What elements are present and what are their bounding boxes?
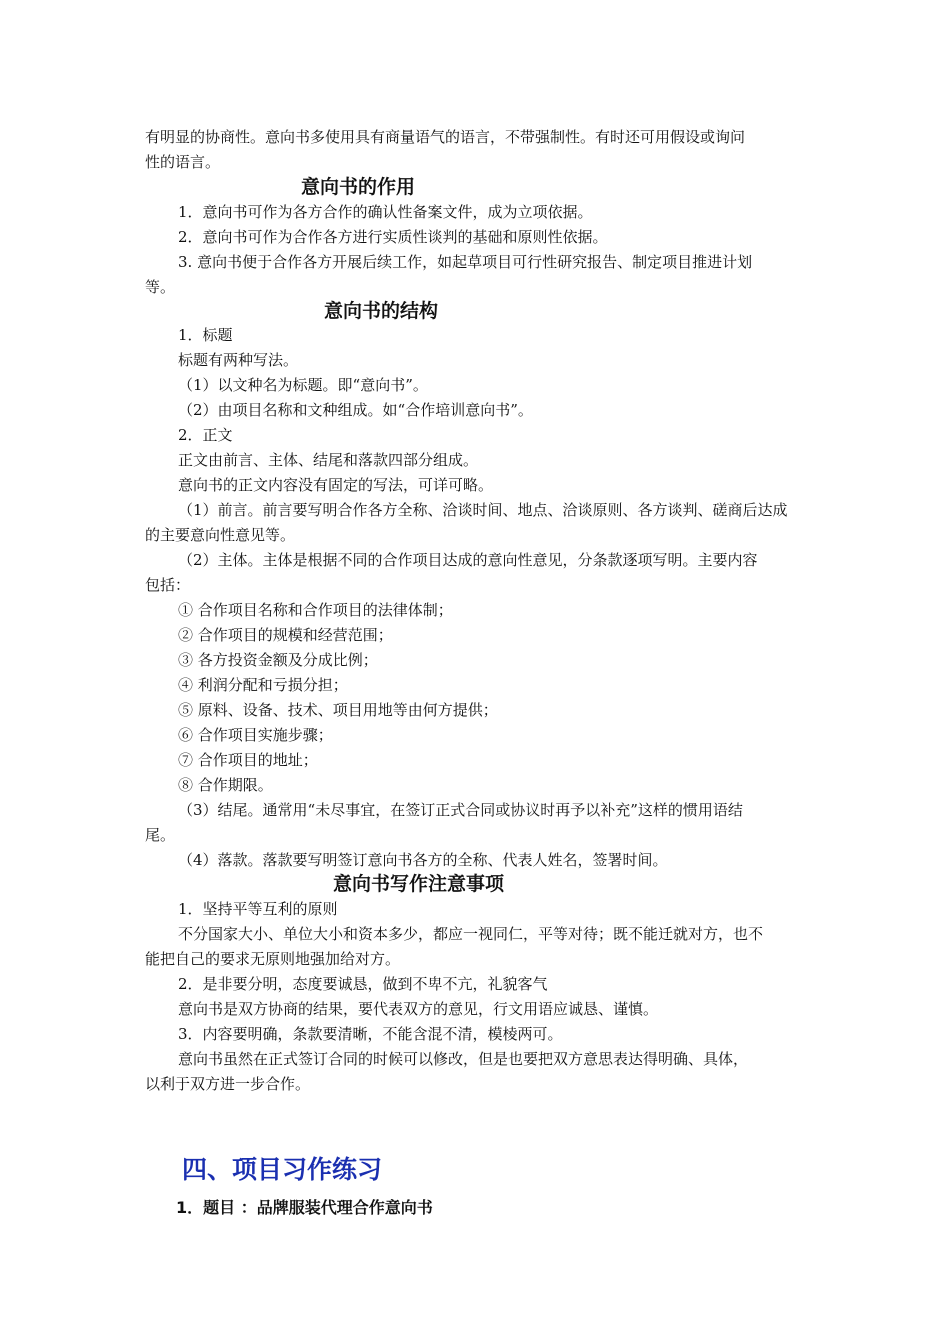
structure-title-opt1: （1）以文种名为标题。即“意向书”。 <box>178 376 428 394</box>
notes-1-a: 不分国家大小、单位大小和资本多少，都应一视同仁，平等对待；既不能迁就对方，也不 <box>178 925 764 943</box>
structure-preface-b: 的主要意向性意见等。 <box>145 526 296 544</box>
structure-ending-b: 尾。 <box>145 826 176 844</box>
structure-title-opt2: （2）由项目名称和文种组成。如“合作培训意向书”。 <box>178 401 533 419</box>
structure-body-desc2: 意向书的正文内容没有固定的写法，可详可略。 <box>178 476 494 494</box>
structure-body-desc1: 正文由前言、主体、结尾和落款四部分组成。 <box>178 451 479 469</box>
notes-3-a: 意向书虽然在正式签订合同的时候可以修改，但是也要把双方意思表达得明确、具体， <box>178 1050 749 1068</box>
function-item-1: 1．意向书可作为各方合作的确认性备案文件，成为立项依据。 <box>178 203 593 221</box>
intro-line-1: 有明显的协商性。意向书多使用具有商量语气的语言，不带强制性。有时还可用假设或询问 <box>145 128 746 146</box>
list-item: ③ 各方投资金额及分成比例； <box>178 651 378 669</box>
list-item: ⑤ 原料、设备、技术、项目用地等由何方提供； <box>178 701 498 719</box>
heading-function: 意向书的作用 <box>301 176 416 198</box>
list-item: ④ 利润分配和亏损分担； <box>178 676 348 694</box>
function-item-3b: 等。 <box>145 278 176 296</box>
structure-ending-a: （3）结尾。通常用“未尽事宜，在签订正式合同或协议时再予以补充”这样的惯用语结 <box>178 801 743 819</box>
notes-2-desc: 意向书是双方协商的结果，要代表双方的意见，行文用语应诚恳、谨慎。 <box>178 1000 659 1018</box>
list-item: ⑧ 合作期限。 <box>178 776 273 794</box>
notes-3-b: 以利于双方进一步合作。 <box>145 1075 311 1093</box>
heading-practice: 四、项目习作练习 <box>182 1155 383 1184</box>
function-item-2: 2．意向书可作为合作各方进行实质性谈判的基础和原则性依据。 <box>178 228 608 246</box>
notes-1-b: 能把自己的要求无原则地强加给对方。 <box>145 950 401 968</box>
heading-notes: 意向书写作注意事项 <box>333 873 505 895</box>
structure-main-b: 包括： <box>145 576 191 594</box>
function-item-3a: 3. 意向书便于合作各方开展后续工作，如起草项目可行性研究报告、制定项目推进计划 <box>178 253 753 271</box>
structure-signature: （4）落款。落款要写明签订意向书各方的全称、代表人姓名，签署时间。 <box>178 851 668 869</box>
structure-title-desc: 标题有两种写法。 <box>178 351 299 369</box>
practice-topic: 1．题目 ：品牌服装代理合作意向书 <box>176 1198 433 1217</box>
heading-structure: 意向书的结构 <box>324 300 439 322</box>
list-item: ⑥ 合作项目实施步骤； <box>178 726 333 744</box>
structure-title-label: 1．标题 <box>178 326 233 344</box>
structure-preface-a: （1）前言。前言要写明合作各方全称、洽谈时间、地点、洽谈原则、各方谈判、磋商后达成 <box>178 501 788 519</box>
notes-1-label: 1．坚持平等互利的原则 <box>178 900 338 918</box>
list-item: ⑦ 合作项目的地址； <box>178 751 318 769</box>
notes-3-label: 3．内容要明确，条款要清晰，不能含混不清，模棱两可。 <box>178 1025 563 1043</box>
list-item: ① 合作项目名称和合作项目的法律体制； <box>178 601 453 619</box>
structure-main-a: （2）主体。主体是根据不同的合作项目达成的意向性意见，分条款逐项写明。主要内容 <box>178 551 758 569</box>
structure-body-label: 2．正文 <box>178 426 233 444</box>
list-item: ② 合作项目的规模和经营范围； <box>178 626 393 644</box>
notes-2-label: 2．是非要分明，态度要诚恳，做到不卑不亢，礼貌客气 <box>178 975 548 993</box>
intro-line-2: 性的语言。 <box>145 153 221 171</box>
